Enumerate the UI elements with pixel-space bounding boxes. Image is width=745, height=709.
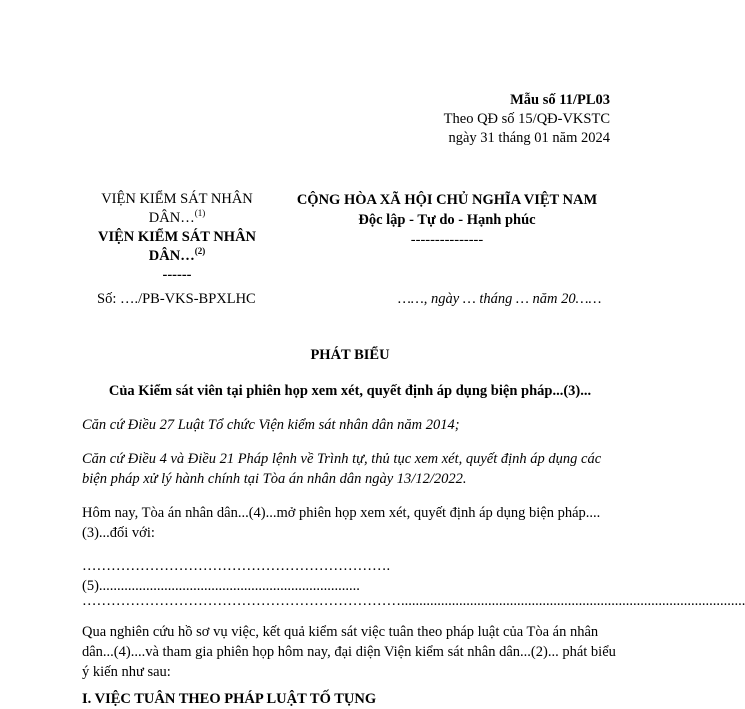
document-number: Số: …./PB-VKS-BPXLHC: [97, 291, 256, 307]
document-subtitle: Của Kiểm sát viên tại phiên họp xem xét, quyết định áp dụng biện pháp...(3)...: [108, 383, 592, 399]
agency-divider: ------: [162, 267, 192, 283]
place-date-line: ……, ngày … tháng … năm 20……: [398, 291, 602, 307]
issuing-agency-name: VIỆN KIỂM SÁT NHÂN DÂN…$^{(2)}$: [97, 229, 257, 264]
fill-in-line-2: …………………………………………………………...............................................................................................: [82, 593, 745, 609]
section-heading: I. VIỆC TUÂN THEO PHÁP LUẬT TỐ TỤNG: [82, 691, 377, 707]
legal-basis-1: Căn cứ Điều 27 Luật Tổ chức Viện kiểm sát nhân dân năm 2014;: [82, 417, 460, 433]
nation-name: CỘNG HÒA XÃ HỘI CHỦ NGHĨA VIỆT NAM: [296, 192, 598, 208]
national-motto: Độc lập - Tự do - Hạnh phúc: [358, 212, 536, 228]
fill-in-line-1: ……………………………………………………….(5)........................................................................: [82, 558, 391, 594]
decision-reference: Theo QĐ số 15/QĐ-VKSTC: [443, 111, 610, 127]
note-marker-1: (1): [194, 208, 206, 218]
issued-date: ngày 31 tháng 01 năm 2024: [448, 130, 610, 146]
form-reference-block: [420, 91, 610, 148]
document-title: PHÁT BIỂU: [310, 347, 390, 363]
intro-paragraph: Hôm nay, Tòa án nhân dân...(4)...mở phiên họp xem xét, quyết định áp dụng biện pháp....(3)...đối với:: [82, 505, 601, 541]
form-number: Mẫu số 11/PL03: [510, 92, 610, 108]
legal-basis-2: Căn cứ Điều 4 và Điều 21 Pháp lệnh về Trình tự, thủ tục xem xét, quyết định áp dụng các biện pháp xử lý hành chính tại Tòa án nhân dân ngày 13/12/2022.: [82, 451, 602, 487]
motto-divider: ---------------: [410, 232, 484, 248]
note-marker-2: (2): [194, 246, 206, 256]
parent-agency-name: VIỆN KIỂM SÁT NHÂN DÂN…$^{(1)}$: [101, 191, 253, 226]
issuing-agency-block: [88, 190, 266, 285]
national-header-block: [282, 190, 612, 250]
review-paragraph: Qua nghiên cứu hồ sơ vụ việc, kết quả kiểm sát việc tuân theo pháp luật của Tòa án nhân dân...(4)....và tham gia phiên họp hôm nay, đại diện Viện kiểm sát nhân dân...(2)... phát biểu ý kiến như sau:: [82, 624, 616, 680]
